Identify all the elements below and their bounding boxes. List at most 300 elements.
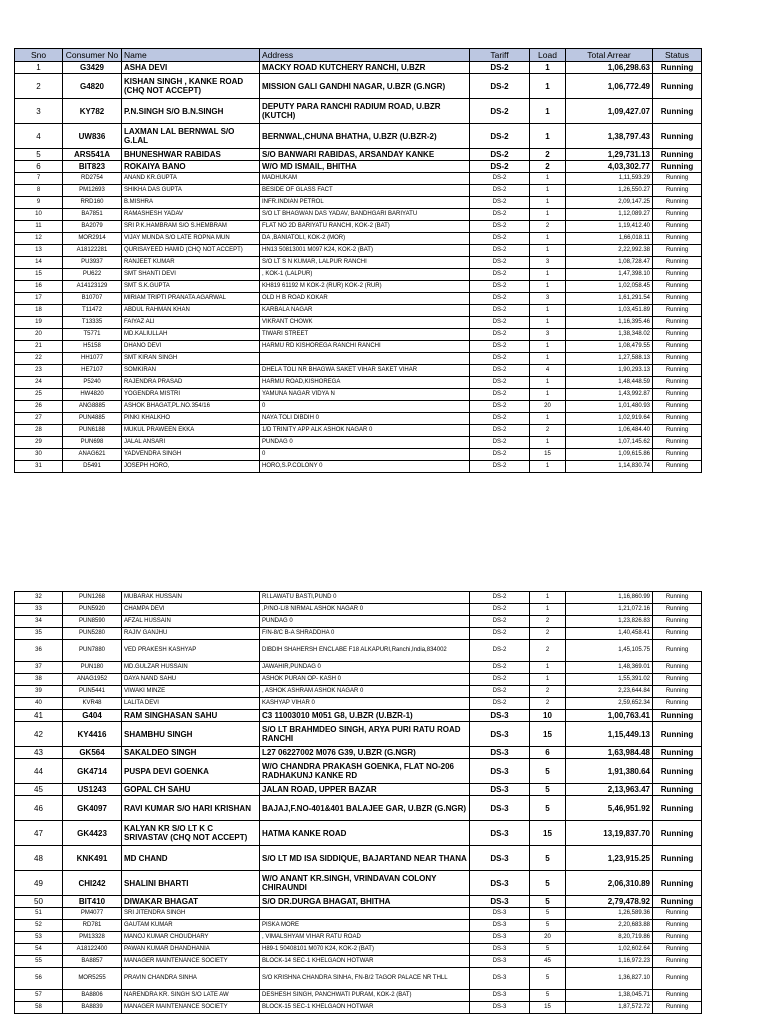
cell-address: S/O LT BRAHMDEO SINGH, ARYA PURI RATU ROAD RANCHI	[260, 722, 470, 747]
cell-load: 1	[530, 674, 566, 686]
cell-tariff: DS-2	[470, 245, 530, 257]
cell-tariff: DS-2	[470, 233, 530, 245]
cell-load: 5	[530, 990, 566, 1002]
cell-address: MADHUKAM	[260, 173, 470, 185]
cell-tariff: DS-2	[470, 628, 530, 640]
cell-tariff: DS-2	[470, 209, 530, 221]
cell-load: 2	[530, 221, 566, 233]
cell-tariff: DS-2	[470, 341, 530, 353]
cell-consumer-no: ANAG621	[63, 449, 122, 461]
cell-consumer-no: T13335	[63, 317, 122, 329]
cell-sno: 40	[15, 698, 63, 710]
cell-sno: 16	[15, 281, 63, 293]
cell-sno: 48	[15, 846, 63, 871]
cell-address: VIKRANT CHOWK	[260, 317, 470, 329]
cell-sno: 46	[15, 796, 63, 821]
cell-name: DAYA NAND SAHU	[122, 674, 260, 686]
cell-consumer-no: ANG8885	[63, 401, 122, 413]
cell-status: Running	[653, 932, 702, 944]
cell-consumer-no: GK564	[63, 747, 122, 759]
cell-sno: 55	[15, 956, 63, 968]
cell-name: SHALINI BHARTI	[122, 871, 260, 896]
cell-status: Running	[653, 99, 702, 124]
cell-status: Running	[653, 353, 702, 365]
cell-sno: 7	[15, 173, 63, 185]
cell-sno: 12	[15, 233, 63, 245]
table-body	[15, 592, 702, 1014]
cell-address: , VIMALSHYAM VIHAR RATU ROAD	[260, 932, 470, 944]
cell-total-arrear: 1,40,458.41	[566, 628, 653, 640]
cell-status: Running	[653, 425, 702, 437]
cell-consumer-no: HH1077	[63, 353, 122, 365]
cell-status: Running	[653, 592, 702, 604]
cell-status: Running	[653, 365, 702, 377]
cell-total-arrear: 2,59,652.34	[566, 698, 653, 710]
cell-status: Running	[653, 74, 702, 99]
cell-status: Running	[653, 846, 702, 871]
cell-total-arrear: 1,66,018.11	[566, 233, 653, 245]
cell-address: S/O LT MD ISA SIDDIQUE, BAJARTAND NEAR THANA	[260, 846, 470, 871]
table-row	[15, 674, 702, 686]
cell-sno: 58	[15, 1002, 63, 1014]
cell-total-arrear: 1,29,731.13	[566, 149, 653, 161]
cell-status: Running	[653, 401, 702, 413]
cell-tariff: DS-2	[470, 698, 530, 710]
cell-name: RAJENDRA PRASAD	[122, 377, 260, 389]
cell-consumer-no: PUN698	[63, 437, 122, 449]
cell-total-arrear: 1,38,797.43	[566, 124, 653, 149]
table-row	[15, 1002, 702, 1014]
cell-tariff: DS-2	[470, 662, 530, 674]
cell-name: ANAND KR.GUPTA	[122, 173, 260, 185]
cell-name: NARENDRA KR. SINGH S/O LATE AW	[122, 990, 260, 1002]
arrear-table-top	[14, 48, 702, 473]
table-row	[15, 305, 702, 317]
cell-sno: 13	[15, 245, 63, 257]
cell-sno: 15	[15, 269, 63, 281]
table-row	[15, 161, 702, 173]
cell-tariff: DS-2	[470, 353, 530, 365]
cell-tariff: DS-3	[470, 722, 530, 747]
cell-load: 1	[530, 233, 566, 245]
cell-address: HORO,S.P.COLONY 0	[260, 461, 470, 473]
cell-name: SHIKHA DAS GUPTA	[122, 185, 260, 197]
cell-total-arrear: 1,48,448.59	[566, 377, 653, 389]
table-body	[15, 62, 702, 473]
cell-consumer-no: D5491	[63, 461, 122, 473]
cell-total-arrear: 1,61,291.54	[566, 293, 653, 305]
cell-tariff: DS-2	[470, 257, 530, 269]
cell-load: 5	[530, 759, 566, 784]
cell-tariff: DS-2	[470, 197, 530, 209]
cell-address: PISKA MORE	[260, 920, 470, 932]
table-row	[15, 821, 702, 846]
cell-address: OLD H B ROAD KOKAR	[260, 293, 470, 305]
cell-status: Running	[653, 305, 702, 317]
cell-load: 1	[530, 245, 566, 257]
cell-consumer-no: BA8806	[63, 990, 122, 1002]
cell-sno: 51	[15, 908, 63, 920]
cell-consumer-no: BIT410	[63, 896, 122, 908]
cell-name: MD.KALIULLAH	[122, 329, 260, 341]
cell-name: MANAGER MAINTENANCE SOCIETY	[122, 1002, 260, 1014]
cell-load: 10	[530, 710, 566, 722]
cell-load: 1	[530, 377, 566, 389]
cell-sno: 45	[15, 784, 63, 796]
cell-status: Running	[653, 698, 702, 710]
cell-load: 5	[530, 908, 566, 920]
cell-address: ASHOK PURAN OP- KASH 0	[260, 674, 470, 686]
cell-consumer-no: ANAG1952	[63, 674, 122, 686]
cell-status: Running	[653, 956, 702, 968]
cell-address: DIBDIH SHAHERSH ENCLABE F18 ALKAPURI,Ranchi,India,834002	[260, 640, 470, 662]
cell-address: S/O LT S N KUMAR, LALPUR RANCHI	[260, 257, 470, 269]
cell-total-arrear: 1,16,395.46	[566, 317, 653, 329]
cell-address: C3 11003010 M051 G8, U.BZR (U.BZR-1)	[260, 710, 470, 722]
cell-sno: 23	[15, 365, 63, 377]
cell-load: 1	[530, 209, 566, 221]
cell-name: KISHAN SINGH , KANKE ROAD (CHQ NOT ACCEPT)	[122, 74, 260, 99]
cell-name: YOGENDRA MISTRI	[122, 389, 260, 401]
cell-sno: 6	[15, 161, 63, 173]
cell-address: MISSION GALI GANDHI NAGAR, U.BZR (G.NGR)	[260, 74, 470, 99]
cell-load: 6	[530, 747, 566, 759]
cell-tariff: DS-2	[470, 401, 530, 413]
cell-name: VIJAY MUNDA S/O LATE ROPNA MUN	[122, 233, 260, 245]
cell-consumer-no: RD781	[63, 920, 122, 932]
cell-total-arrear: 1,09,427.07	[566, 99, 653, 124]
table-row	[15, 686, 702, 698]
cell-status: Running	[653, 293, 702, 305]
table-row	[15, 698, 702, 710]
cell-name: ROKAIYA BANO	[122, 161, 260, 173]
cell-tariff: DS-2	[470, 124, 530, 149]
cell-sno: 18	[15, 305, 63, 317]
cell-name: MUBARAK HUSSAIN	[122, 592, 260, 604]
cell-sno: 38	[15, 674, 63, 686]
cell-address: HATMA KANKE ROAD	[260, 821, 470, 846]
cell-status: Running	[653, 281, 702, 293]
cell-consumer-no: PUN5920	[63, 604, 122, 616]
cell-name: SOMKIRAN	[122, 365, 260, 377]
cell-status: Running	[653, 124, 702, 149]
cell-sno: 33	[15, 604, 63, 616]
cell-address: W/O CHANDRA PRAKASH GOENKA, FLAT NO-206 RADHAKUNJ KANKE RD	[260, 759, 470, 784]
cell-sno: 22	[15, 353, 63, 365]
table-row	[15, 245, 702, 257]
table-row	[15, 662, 702, 674]
cell-tariff: DS-2	[470, 674, 530, 686]
cell-name: RAJIV GANJHU	[122, 628, 260, 640]
cell-consumer-no: ARS541A	[63, 149, 122, 161]
table-row	[15, 990, 702, 1002]
cell-name: PUSPA DEVI GOENKA	[122, 759, 260, 784]
cell-tariff: DS-2	[470, 149, 530, 161]
cell-sno: 57	[15, 990, 63, 1002]
cell-status: Running	[653, 377, 702, 389]
cell-sno: 20	[15, 329, 63, 341]
cell-address: DA ,BANIATOLI, KOK-2 (MOR)	[260, 233, 470, 245]
cell-sno: 8	[15, 185, 63, 197]
cell-load: 20	[530, 401, 566, 413]
cell-sno: 56	[15, 968, 63, 990]
cell-address: , ASHOK ASHRAM ASHOK NAGAR 0	[260, 686, 470, 698]
cell-consumer-no: PU622	[63, 269, 122, 281]
cell-tariff: DS-2	[470, 269, 530, 281]
cell-load: 3	[530, 329, 566, 341]
cell-tariff: DS-2	[470, 437, 530, 449]
table-row	[15, 413, 702, 425]
cell-total-arrear: 1,03,451.89	[566, 305, 653, 317]
cell-total-arrear: 1,02,058.45	[566, 281, 653, 293]
cell-load: 1	[530, 437, 566, 449]
cell-status: Running	[653, 257, 702, 269]
table-row	[15, 710, 702, 722]
table-row	[15, 461, 702, 473]
cell-total-arrear: 1,01,480.93	[566, 401, 653, 413]
cell-total-arrear: 1,90,293.13	[566, 365, 653, 377]
header-row	[15, 49, 702, 62]
table-row	[15, 149, 702, 161]
table-row	[15, 401, 702, 413]
cell-tariff: DS-2	[470, 640, 530, 662]
cell-consumer-no: RRD160	[63, 197, 122, 209]
cell-total-arrear: 1,63,984.48	[566, 747, 653, 759]
table-row	[15, 722, 702, 747]
cell-sno: 49	[15, 871, 63, 896]
cell-consumer-no: T11472	[63, 305, 122, 317]
cell-tariff: DS-2	[470, 425, 530, 437]
cell-sno: 27	[15, 413, 63, 425]
cell-status: Running	[653, 968, 702, 990]
cell-status: Running	[653, 710, 702, 722]
cell-load: 1	[530, 124, 566, 149]
table-row	[15, 747, 702, 759]
cell-name: KALYAN KR S/O LT K C SRIVASTAV (CHQ NOT ACCEPT)	[122, 821, 260, 846]
cell-load: 5	[530, 920, 566, 932]
table-row	[15, 956, 702, 968]
cell-name: RAM SINGHASAN SAHU	[122, 710, 260, 722]
cell-tariff: DS-2	[470, 413, 530, 425]
cell-sno: 21	[15, 341, 63, 353]
cell-status: Running	[653, 908, 702, 920]
cell-status: Running	[653, 329, 702, 341]
cell-address: PUNDAG 0	[260, 616, 470, 628]
cell-consumer-no: BA2079	[63, 221, 122, 233]
cell-total-arrear: 13,19,837.70	[566, 821, 653, 846]
cell-load: 2	[530, 425, 566, 437]
table-row	[15, 62, 702, 74]
cell-tariff: DS-3	[470, 759, 530, 784]
cell-address: ,P/NO-L/8 NIRMAL ASHOK NAGAR 0	[260, 604, 470, 616]
cell-load: 1	[530, 185, 566, 197]
cell-sno: 43	[15, 747, 63, 759]
cell-consumer-no: BIT823	[63, 161, 122, 173]
cell-name: PRAVIN CHANDRA SINHA	[122, 968, 260, 990]
cell-tariff: DS-3	[470, 846, 530, 871]
cell-name: JALAL ANSARI	[122, 437, 260, 449]
cell-load: 15	[530, 1002, 566, 1014]
cell-total-arrear: 1,21,072.16	[566, 604, 653, 616]
cell-load: 1	[530, 99, 566, 124]
cell-address: DEPUTY PARA RANCHI RADIUM ROAD, U.BZR (KUTCH)	[260, 99, 470, 124]
cell-sno: 19	[15, 317, 63, 329]
table-row	[15, 329, 702, 341]
cell-status: Running	[653, 759, 702, 784]
cell-name: ASHA DEVI	[122, 62, 260, 74]
cell-total-arrear: 1,36,827.10	[566, 968, 653, 990]
table-row	[15, 759, 702, 784]
cell-consumer-no: G4820	[63, 74, 122, 99]
cell-address: RI.LAWATU BASTI,PUND 0	[260, 592, 470, 604]
cell-consumer-no: UW836	[63, 124, 122, 149]
header-tariff: Tariff	[470, 49, 530, 62]
cell-load: 5	[530, 944, 566, 956]
cell-sno: 50	[15, 896, 63, 908]
cell-total-arrear: 1,02,919.64	[566, 413, 653, 425]
table-row	[15, 846, 702, 871]
cell-tariff: DS-2	[470, 62, 530, 74]
cell-name: MD CHAND	[122, 846, 260, 871]
table-row	[15, 209, 702, 221]
table-row	[15, 257, 702, 269]
table-row	[15, 281, 702, 293]
cell-total-arrear: 2,13,963.47	[566, 784, 653, 796]
cell-load: 1	[530, 413, 566, 425]
cell-sno: 30	[15, 449, 63, 461]
cell-status: Running	[653, 149, 702, 161]
table-row	[15, 389, 702, 401]
table-row	[15, 377, 702, 389]
table-row	[15, 871, 702, 896]
table-row	[15, 317, 702, 329]
cell-sno: 11	[15, 221, 63, 233]
cell-total-arrear: 2,20,683.88	[566, 920, 653, 932]
cell-address: 0	[260, 449, 470, 461]
table-row	[15, 173, 702, 185]
header-consumer-no: Consumer No	[63, 49, 122, 62]
cell-consumer-no: PM13328	[63, 932, 122, 944]
cell-status: Running	[653, 269, 702, 281]
cell-total-arrear: 1,09,615.86	[566, 449, 653, 461]
cell-total-arrear: 1,27,588.13	[566, 353, 653, 365]
cell-load: 5	[530, 896, 566, 908]
cell-status: Running	[653, 686, 702, 698]
cell-total-arrear: 1,91,380.64	[566, 759, 653, 784]
cell-address: 0	[260, 401, 470, 413]
table-row	[15, 944, 702, 956]
cell-total-arrear: 1,06,772.49	[566, 74, 653, 99]
cell-address: BLOCK-14 SEC-1 KHELGAON HOTWAR	[260, 956, 470, 968]
cell-tariff: DS-2	[470, 185, 530, 197]
cell-tariff: DS-3	[470, 920, 530, 932]
cell-tariff: DS-3	[470, 968, 530, 990]
table-row	[15, 233, 702, 245]
cell-address: S/O LT BHAGWAN DAS YADAV, BANDHGARI BARIYATU	[260, 209, 470, 221]
cell-sno: 31	[15, 461, 63, 473]
cell-name: LALITA DEVI	[122, 698, 260, 710]
cell-address: BAJAJ,F.NO-401&401 BALAJEE GAR, U.BZR (G.NGR)	[260, 796, 470, 821]
cell-tariff: DS-2	[470, 461, 530, 473]
table-row	[15, 920, 702, 932]
cell-sno: 52	[15, 920, 63, 932]
cell-load: 5	[530, 871, 566, 896]
cell-consumer-no: G3429	[63, 62, 122, 74]
cell-load: 45	[530, 956, 566, 968]
cell-sno: 1	[15, 62, 63, 74]
cell-tariff: DS-3	[470, 747, 530, 759]
cell-name: SMT SHANTI DEVI	[122, 269, 260, 281]
table-row	[15, 221, 702, 233]
cell-name: GAUTAM KUMAR	[122, 920, 260, 932]
cell-address: KASHYAP VIHAR 0	[260, 698, 470, 710]
cell-tariff: DS-2	[470, 293, 530, 305]
cell-consumer-no: MOR5255	[63, 968, 122, 990]
cell-sno: 41	[15, 710, 63, 722]
cell-name: MUKUL PRAWEEN EKKA	[122, 425, 260, 437]
cell-sno: 24	[15, 377, 63, 389]
cell-load: 1	[530, 389, 566, 401]
cell-load: 5	[530, 968, 566, 990]
cell-total-arrear: 1,26,550.27	[566, 185, 653, 197]
cell-total-arrear: 1,15,449.13	[566, 722, 653, 747]
cell-consumer-no: KY4416	[63, 722, 122, 747]
cell-load: 1	[530, 592, 566, 604]
cell-sno: 32	[15, 592, 63, 604]
table-row	[15, 99, 702, 124]
table-row	[15, 896, 702, 908]
cell-name: GOPAL CH SAHU	[122, 784, 260, 796]
cell-tariff: DS-2	[470, 592, 530, 604]
cell-name: JOSEPH HORO,	[122, 461, 260, 473]
cell-address: 1/D TRINITY APP ALK ASHOK NAGAR 0	[260, 425, 470, 437]
cell-load: 15	[530, 821, 566, 846]
cell-status: Running	[653, 944, 702, 956]
cell-sno: 36	[15, 640, 63, 662]
cell-status: Running	[653, 62, 702, 74]
cell-address: , KOK-1 (LALPUR)	[260, 269, 470, 281]
table-row	[15, 932, 702, 944]
cell-total-arrear: 1,08,728.47	[566, 257, 653, 269]
cell-name: PINKI KHALKHO	[122, 413, 260, 425]
cell-sno: 4	[15, 124, 63, 149]
cell-status: Running	[653, 784, 702, 796]
cell-tariff: DS-2	[470, 173, 530, 185]
cell-name: RAMASHESH YADAV	[122, 209, 260, 221]
cell-address: KARBALA NAGAR	[260, 305, 470, 317]
cell-tariff: DS-2	[470, 305, 530, 317]
cell-consumer-no: GK4097	[63, 796, 122, 821]
cell-address	[260, 908, 470, 920]
cell-status: Running	[653, 221, 702, 233]
cell-name: SMT KIRAN SINGH	[122, 353, 260, 365]
cell-address: HARMU RD KISHOREGA RANCHI RANCHI	[260, 341, 470, 353]
cell-consumer-no: H5158	[63, 341, 122, 353]
cell-tariff: DS-3	[470, 796, 530, 821]
cell-load: 2	[530, 616, 566, 628]
cell-load: 20	[530, 932, 566, 944]
cell-load: 2	[530, 628, 566, 640]
table-row	[15, 640, 702, 662]
cell-consumer-no: BA8839	[63, 1002, 122, 1014]
cell-address: HN13 50813001 M097 K24, KOK-2 (BAT)	[260, 245, 470, 257]
cell-status: Running	[653, 461, 702, 473]
cell-name: B.MISHRA	[122, 197, 260, 209]
table-row	[15, 185, 702, 197]
cell-sno: 3	[15, 99, 63, 124]
cell-total-arrear: 1,23,915.25	[566, 846, 653, 871]
cell-total-arrear: 1,55,391.02	[566, 674, 653, 686]
